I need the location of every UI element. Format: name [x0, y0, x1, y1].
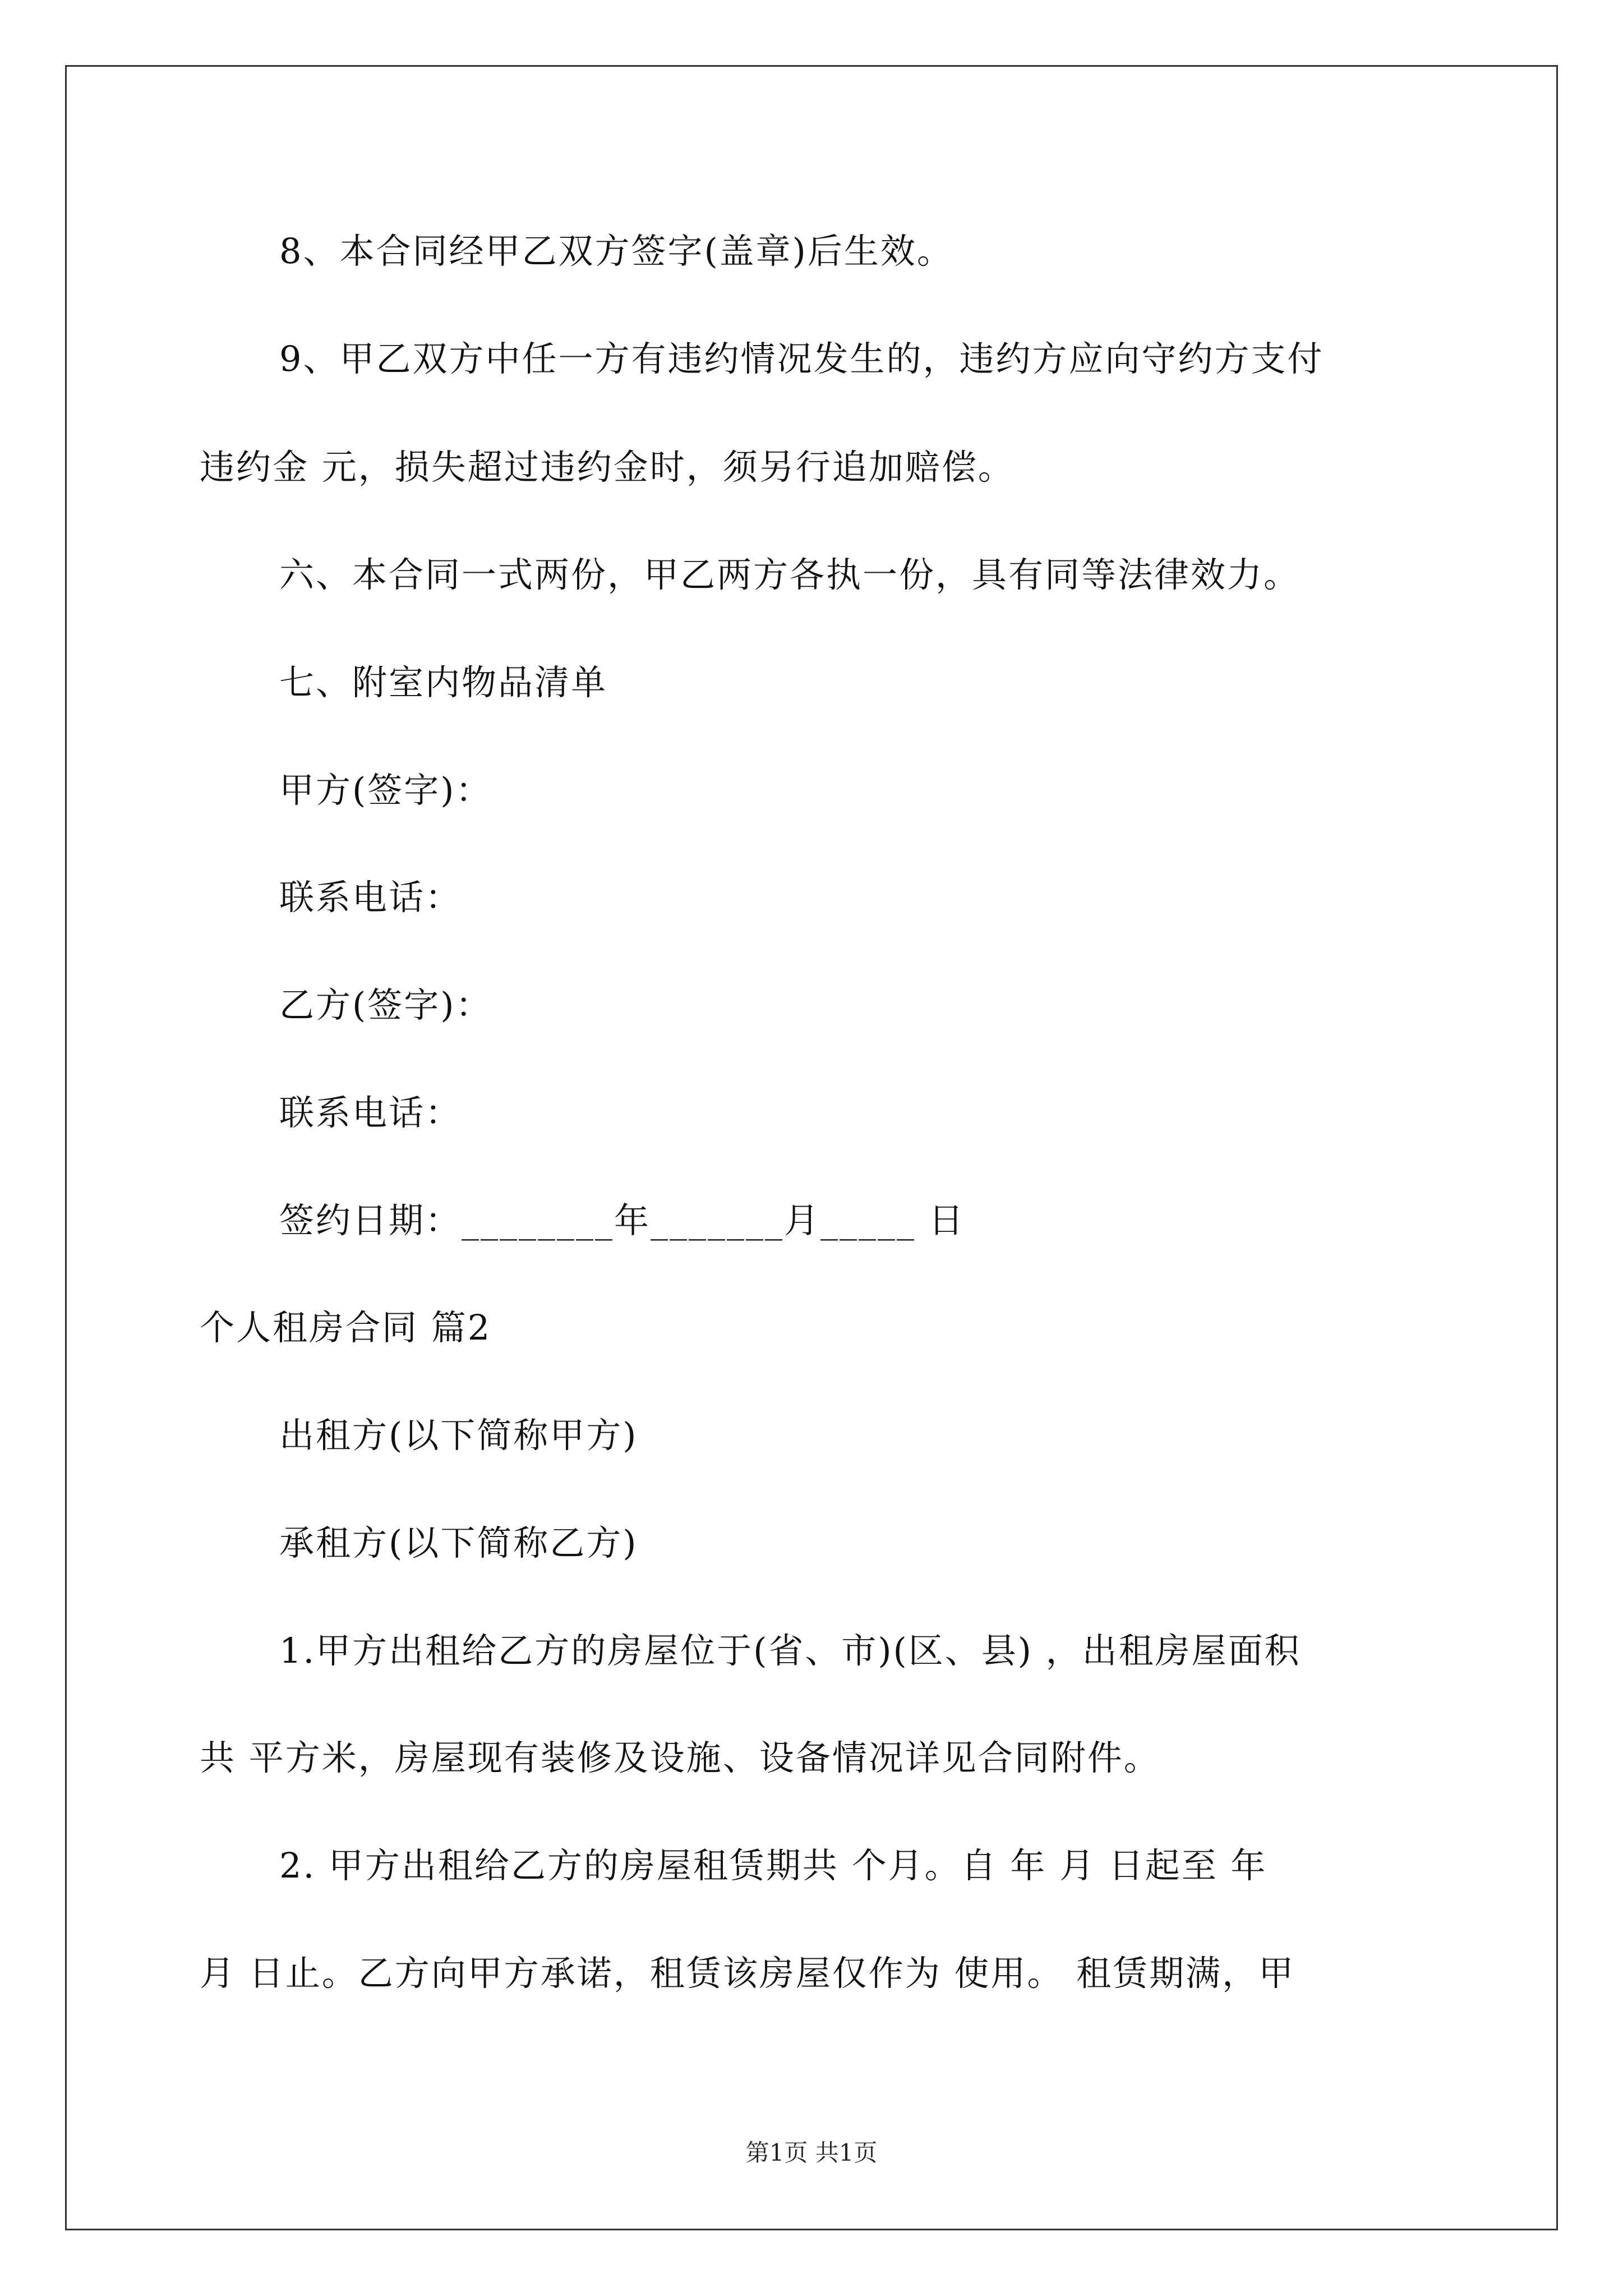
page-number: 第1页 共1页	[745, 2139, 878, 2166]
clause-2-line-2: 月 日止。乙方向甲方承诺，租赁该房屋仅作为 使用。 租赁期满，甲	[200, 1953, 1295, 1994]
section-heading: 个人租房合同 篇2	[200, 1307, 492, 1348]
section-6: 六、本合同一式两份，甲乙两方各执一份，具有同等法律效力。	[279, 554, 1301, 595]
clause-2-line-1: 2. 甲方出租给乙方的房屋租赁期共 个月。自 年 月 日起至 年	[279, 1845, 1267, 1886]
lessee-line: 承租方(以下简称乙方)	[279, 1522, 638, 1563]
party-a-signature: 甲方(签字)：	[279, 770, 492, 811]
signing-date: 签约日期：________年_______月_____ 日	[279, 1200, 965, 1241]
page-border	[65, 65, 1558, 2230]
party-b-phone: 联系电话：	[279, 1092, 462, 1133]
clause-1-line-1: 1.甲方出租给乙方的房屋位于(省、市)(区、县) ，出租房屋面积	[279, 1630, 1301, 1671]
clause-9-line-2: 违约金 元，损失超过违约金时，须另行追加赔偿。	[200, 447, 1015, 487]
lessor-line: 出租方(以下简称甲方)	[279, 1415, 638, 1456]
section-7: 七、附室内物品清单	[279, 662, 608, 703]
clause-9-line-1: 9、甲乙双方中任一方有违约情况发生的，违约方应向守约方支付	[279, 338, 1324, 379]
clause-1-line-2: 共 平方米，房屋现有装修及设施、设备情况详见合同附件。	[200, 1737, 1160, 1778]
clause-8: 8、本合同经甲乙双方签字(盖章)后生效。	[279, 231, 953, 272]
party-b-signature: 乙方(签字)：	[279, 984, 492, 1025]
party-a-phone: 联系电话：	[279, 877, 462, 918]
